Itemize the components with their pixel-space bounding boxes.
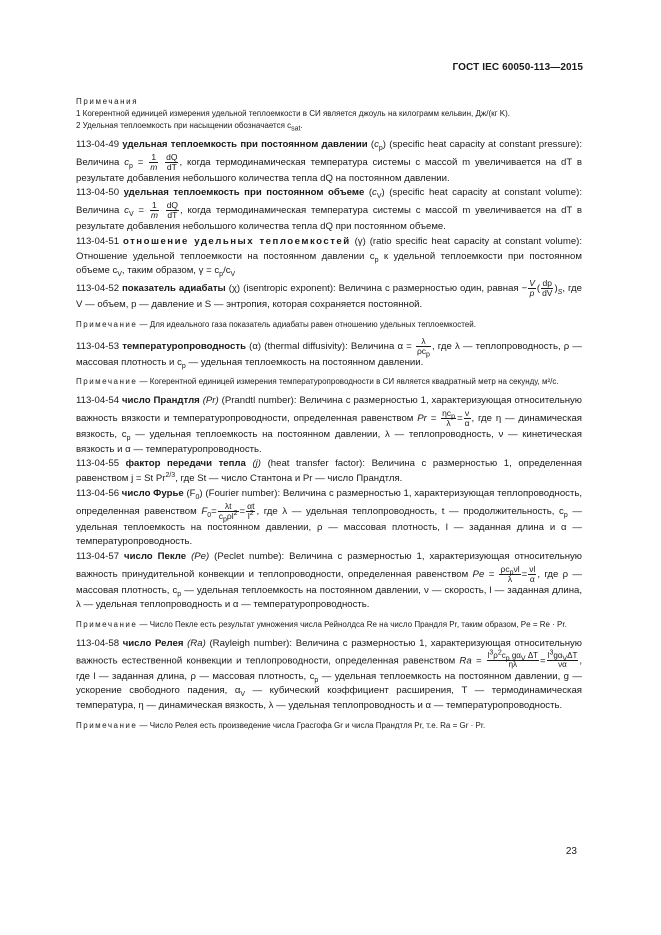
entry-term: удельная теплоемкость при постоянном давлении xyxy=(122,139,368,150)
page-number: 23 xyxy=(565,846,577,857)
formula-fraction: $\eta c_p$ λ xyxy=(442,408,455,429)
entry-113-04-49: 113-04-49 удельная теплоемкость при постоянном давлении $(c_p)$ (specific heat capacity at constant pressure): Величина $c_p$ = $\frac{1}{m}$ $\frac{dQ}{dT}$ , когда термодинамическая температура системы с массой m увеличивается на dT в результате добавления небольшого количества тепла dQ на постоянном давлении. xyxy=(76,139,583,184)
formula-fraction: $\frac{\nu l}{\alpha}$ xyxy=(529,563,536,584)
formula-fraction: $\rho c_p\nu l$ λ xyxy=(500,563,520,584)
formula-fraction: $\frac{1}{m}$ xyxy=(150,151,158,172)
entry-113-04-54: 113-04-54 число Прандтля (Pr) (Prandtl number): Величина с размерностью 1, характеризующая относительную важность вязкости и температуропроводности, определенная равенством Pr = $\eta c_p$ λ = $\frac{\nu}{\alpha}$ , где η — динамическая вязкость, $c_p$ — удельная теплоемкость на постоянном давлении, λ — теплопроводность, ν — кинетическая вязкость и α — температуропроводность. xyxy=(76,395,583,455)
entry-113-04-51: 113-04-51 отношение удельных теплоемкостей (γ) (ratio specific heat capacity at constant volume): Отношение удельной теплоемкости на постоянном давлении $c_p$ к удельной теплоемкости при постоянном объеме $c_V$, таким образом, $\gamma = c_p/c_V$ xyxy=(76,235,583,279)
entry-113-04-55: 113-04-55 фактор передачи тепла (j) (heat transfer factor): Величина с размерностью 1, определенная равенством j = St $Pr^{2/3}$, где St — число Стантона и Pr — число Прандтля. xyxy=(76,458,582,485)
notes-heading: Примечания xyxy=(76,97,139,106)
formula-fraction: $\frac{dQ}{dT}$ xyxy=(166,200,179,221)
note-1: 1 Когерентной единицей измерения удельной теплоемкости в СИ является джоуль на килограмм кельвин, Дж/(кг K). xyxy=(76,109,510,118)
note-2: 2 Удельная теплоемкость при насыщении обозначается $c_{sat}$. xyxy=(76,121,303,133)
formula-fraction: $\frac{V}{p}$ xyxy=(529,277,535,298)
entry-113-04-58: 113-04-58 число Релея (Ra) (Rayleigh number): Величина с размерностью 1, характеризующая относительную важность естественной конвекции и теплопроводности, определенная равенством Ra = $l^3\rho^2c_p$ $g\alpha_V$ ΔT ηλ = $l^3g\alpha_V\Delta T$ να , где l — заданная длина, ρ — массовая плотность, $c_p$ — удельная теплоемкость на постоянном давлении, g — ускорение свободного падения, $\alpha_V$ — кубический коэффициент расширения, T — термодинамическая температура, η — динамическая вязкость, λ — удельная теплопроводность и α — температуропроводность. xyxy=(76,638,583,712)
formula-fraction: λt $c_p\rho l^2$ xyxy=(218,500,238,524)
document-body xyxy=(76,96,582,732)
formula-fraction: λ $\rho c_p$ xyxy=(416,335,430,359)
entry-113-04-57: 113-04-57 число Пекле (Pe) (Peclet numbe): Величина с размерностью 1, характеризующая относительную важность принудительной конвекции и теплопроводности, определенная равенством Pe = $\rho c_p\nu l$ λ = $\frac{\nu l}{\alpha}$ , где ρ — массовая плотность, $c_p$ — удельная теплоемкость на постоянном давлении, ν — скорость, l — заданная длина, λ — удельная теплопроводность и α — температуропроводность. xyxy=(76,550,582,611)
entry-113-04-56: 113-04-56 число Фурье $(F_0)$ (Fourier number): Величина с размерностью 1, характеризующая теплопроводность, определенная равенством $F_0=$ λt $c_p\rho l^2$ = $\frac{\alpha t}{l^2}$ , где λ — удельная теплопроводность, t — продолжительность, $c_p$ — удельная теплоемкость на постоянном давлении, ρ — массовая плотность, l — заданная длина и α — температуропроводность. xyxy=(76,487,583,548)
standard-header: ГОСТ IEC 60050-113—2015 xyxy=(452,62,583,73)
entry-113-04-50: 113-04-50 удельная теплоемкость при постоянном объеме $(c_V)$ (specific heat capacity at constant volume): Величина $c_V$ = $\frac{1}{m}$ $\frac{dQ}{dT}$ , когда термодинамическая температура системы с массой m увеличивается на dT в результате добавления небольшого количества тепла dQ при постоянном объеме. xyxy=(76,187,583,233)
formula-fraction: $\frac{dQ}{dT}$ xyxy=(166,151,178,172)
formula-fraction: $\frac{1}{m}$ xyxy=(150,200,158,221)
formula-fraction: $\frac{dp}{dV}$ xyxy=(542,277,553,298)
note-113-04-58: Примечание — Число Релея есть произведение числа Грасгофа Gr и числа Прандтля Pr, т.е. Ra = Gr · Pr. xyxy=(76,720,486,730)
formula-fraction: $l^3g\alpha_V\Delta T$ να xyxy=(547,649,578,670)
note-113-04-52: Примечание — Для идеального газа показатель адиабаты равен отношению удельных теплоемкостей. xyxy=(76,319,476,329)
formula-fraction: $l^3\rho^2c_p$ $g\alpha_V$ ΔT ηλ xyxy=(487,649,539,670)
note-113-04-57: Примечание — Число Пекле есть результат умножения числа Рейнолдса Re на число Прандля Pr, таким образом, Pe = Re · Pr. xyxy=(76,620,567,630)
entry-113-04-53: 113-04-53 температуропроводность (α) (thermal diffusivity): Величина α = λ $\rho c_p$ , где λ — теплопроводность, ρ — массовая плотность и $c_p$ — удельная теплоемкость на постоянном давлении. xyxy=(76,335,582,370)
formula-fraction: $\frac{\nu}{\alpha}$ xyxy=(464,408,470,429)
note-113-04-53: Примечание — Когерентной единицей измерения температуропроводности в СИ является квадратный метр на секунду, м²/с. xyxy=(76,377,559,387)
entry-number: 113-04-49 xyxy=(76,139,120,150)
formula-fraction: $\frac{\alpha t}{l^2}$ xyxy=(247,500,255,521)
entry-113-04-52: 113-04-52 показатель адиабаты (χ) (isentropic exponent): Величина с размерностью один, равная − $\frac{V}{p}$ ( $\frac{dp}{dV}$ )$_S$, где V — объем, p — давление и S — энтропия, которая сохраняется постоянной. xyxy=(76,277,582,310)
